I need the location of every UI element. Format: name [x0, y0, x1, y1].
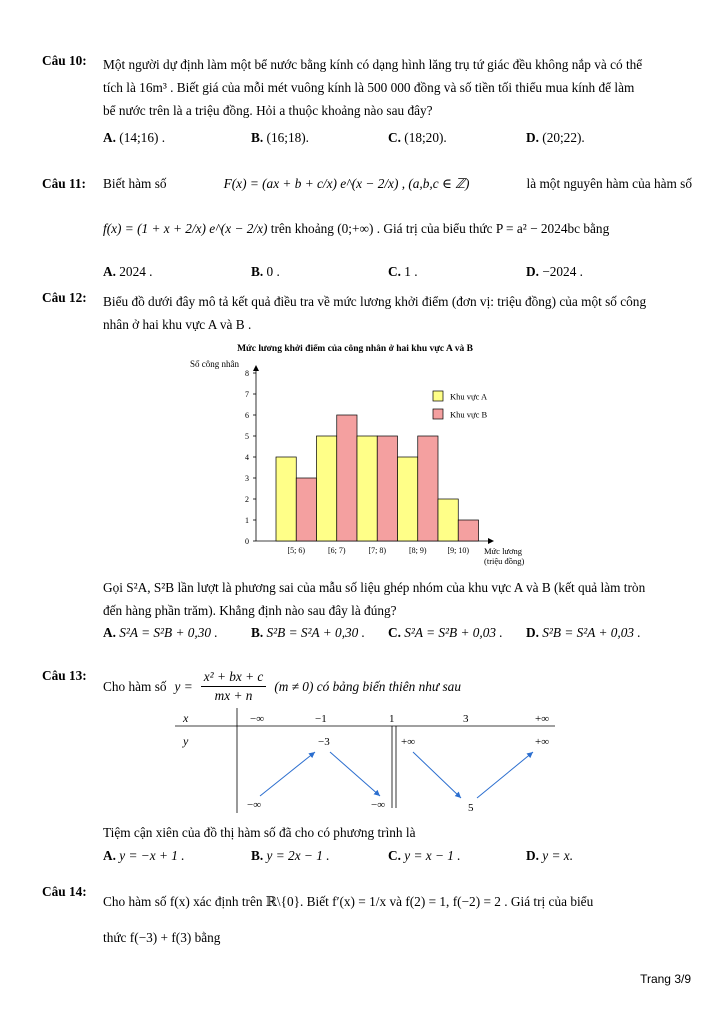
y-tick-label: 5 — [245, 432, 249, 441]
x-tick-label: [8; 9) — [408, 546, 427, 555]
legend-swatch — [433, 391, 443, 401]
question-line: Biểu đồ dưới đây mô tả kết quả điều tra về mức lương khởi điểm (đơn vị: triệu đồng) của một số công — [103, 294, 647, 309]
x-tick-label: [7; 8) — [368, 546, 387, 555]
question-label: Câu 13: — [42, 668, 87, 683]
question-line: đến hàng phần trăm). Khẳng định nào sau đây là đúng? — [103, 603, 397, 618]
y-tick-label: 4 — [245, 453, 249, 462]
bar-a — [398, 457, 418, 541]
question-label: Câu 11: — [42, 176, 86, 191]
chart-title: Mức lương khởi điểm của công nhân ở hai khu vực A và B — [237, 344, 473, 354]
x-value: −∞ — [250, 713, 265, 725]
y-tick-label: 2 — [245, 495, 249, 504]
question-line: thức f(−3) + f(3) bằng — [103, 930, 221, 945]
question-text — [103, 884, 692, 956]
question-line: bể nước trên là a triệu đồng. Hỏi a thuộc khoảng nào sau đây? — [103, 103, 433, 118]
salary-bar-chart — [180, 336, 550, 572]
x-axis-label-2: (triệu đồng) — [484, 556, 525, 566]
question-line — [103, 176, 692, 192]
option-c[interactable]: C. S²A = S²B + 0,03 . — [388, 625, 503, 640]
option-b[interactable]: B. y = 2x − 1 . — [251, 848, 330, 863]
option-a[interactable]: A. S²A = S²B + 0,30 . — [103, 625, 218, 640]
option-c[interactable]: C. y = x − 1 . — [388, 848, 461, 863]
question-text: trên khoảng (0;+∞) . Giá trị của biểu thức P = a² − 2024bc bằng — [270, 221, 610, 236]
x-value: 3 — [463, 713, 469, 725]
y-value: −∞ — [371, 799, 386, 811]
bar-b — [418, 436, 438, 541]
option-a[interactable]: A. 2024 . — [103, 264, 153, 279]
bar-a — [276, 457, 296, 541]
denominator: mx + n — [214, 688, 253, 703]
question-line — [103, 668, 461, 705]
bar-b — [458, 520, 478, 541]
option-d[interactable]: D. S²B = S²A + 0,03 . — [526, 625, 641, 640]
question-line: Một người dự định làm một bể nước bằng kính có dạng hình lăng trụ tứ giác đều không nắp và có thể — [103, 57, 643, 72]
x-axis-label-1: Mức lương — [484, 546, 523, 556]
question-text: (m ≠ 0) có bảng biến thiên như sau — [274, 678, 461, 694]
bar-b — [377, 436, 397, 541]
y-tick-label: 7 — [245, 390, 249, 399]
option-a[interactable]: A. y = −x + 1 . — [103, 848, 185, 863]
question-text: là một nguyên hàm của hàm số — [526, 176, 692, 191]
y-tick-label: 0 — [245, 537, 249, 546]
option-c[interactable]: C. (18;20). — [388, 130, 447, 145]
legend-label: Khu vực A — [450, 391, 488, 402]
y-value: −∞ — [247, 799, 262, 811]
y-tick-label: 3 — [245, 474, 249, 483]
option-d[interactable]: D. y = x. — [526, 848, 574, 863]
option-a[interactable]: A. (14;16) . — [103, 130, 166, 145]
page-number: Trang 3/9 — [640, 972, 691, 986]
x-value: +∞ — [535, 713, 550, 725]
y-value: 5 — [468, 802, 474, 814]
option-d[interactable]: D. (20;22). — [526, 130, 585, 145]
question-text — [103, 53, 692, 122]
y-tick-label: 6 — [245, 411, 249, 420]
formula: y = — [174, 678, 193, 694]
x-tick-label: [6; 7) — [327, 546, 346, 555]
increase-arrow — [477, 752, 533, 798]
x-axis-arrow — [488, 538, 494, 544]
table-x-label: x — [183, 711, 189, 725]
legend-label: Khu vực B — [450, 409, 488, 420]
question-label: Câu 14: — [42, 884, 87, 899]
bar-b — [296, 478, 316, 541]
decrease-arrow — [413, 752, 461, 798]
question-text: Tiệm cận xiên của đồ thị hàm số đã cho có phương trình là — [103, 825, 416, 840]
question-line: Gọi S²A, S²B lần lượt là phương sai của mẫu số liệu ghép nhóm của khu vực A và B (kết quả làm tròn — [103, 580, 646, 595]
question-line — [103, 221, 692, 237]
question-text — [103, 576, 692, 622]
table-y-label: y — [183, 734, 189, 748]
x-tick-label: [5; 6) — [287, 546, 306, 555]
y-axis-label: Số công nhân — [190, 359, 239, 369]
y-axis-arrow — [253, 365, 259, 371]
question-line: tích là 16m³ . Biết giá của mỗi mét vuông kính là 500 000 đồng và số tiền tối thiểu mua kính để làm — [103, 80, 635, 95]
option-d[interactable]: D. −2024 . — [526, 264, 584, 279]
bar-b — [337, 415, 357, 541]
numerator: x² + bx + c — [201, 668, 267, 687]
y-value: +∞ — [401, 736, 416, 748]
variation-table — [175, 708, 565, 816]
question-text: Biết hàm số — [103, 176, 167, 191]
question-line: nhân ở hai khu vực A và B . — [103, 317, 252, 332]
y-tick-label: 1 — [245, 516, 249, 525]
x-tick-label: [9; 10) — [447, 546, 470, 555]
question-text — [103, 290, 692, 336]
option-b[interactable]: B. S²B = S²A + 0,30 . — [251, 625, 365, 640]
bar-a — [438, 499, 458, 541]
legend-swatch — [433, 409, 443, 419]
option-c[interactable]: C. 1 . — [388, 264, 418, 279]
y-tick-label: 8 — [245, 369, 249, 378]
formula: F(x) = (ax + b + c/x) e^(x − 2/x) , (a,b,c ∈ ℤ) — [223, 176, 470, 191]
formula: f(x) = (1 + x + 2/x) e^(x − 2/x) — [103, 221, 268, 236]
increase-arrow — [260, 752, 315, 796]
x-value: 1 — [389, 713, 395, 725]
question-text: Cho hàm số — [103, 678, 167, 694]
bar-a — [357, 436, 377, 541]
question-label: Câu 10: — [42, 53, 87, 68]
option-b[interactable]: B. 0 . — [251, 264, 280, 279]
question-line: Cho hàm số f(x) xác định trên ℝ\{0}. Biết f′(x) = 1/x và f(2) = 1, f(−2) = 2 . Giá trị của biểu — [103, 894, 594, 909]
fraction — [201, 668, 267, 705]
question-label: Câu 12: — [42, 290, 87, 305]
option-b[interactable]: B. (16;18). — [251, 130, 309, 145]
bar-a — [317, 436, 337, 541]
y-value: +∞ — [535, 736, 550, 748]
y-value: −3 — [318, 736, 330, 748]
x-value: −1 — [315, 713, 327, 725]
decrease-arrow — [330, 752, 380, 796]
